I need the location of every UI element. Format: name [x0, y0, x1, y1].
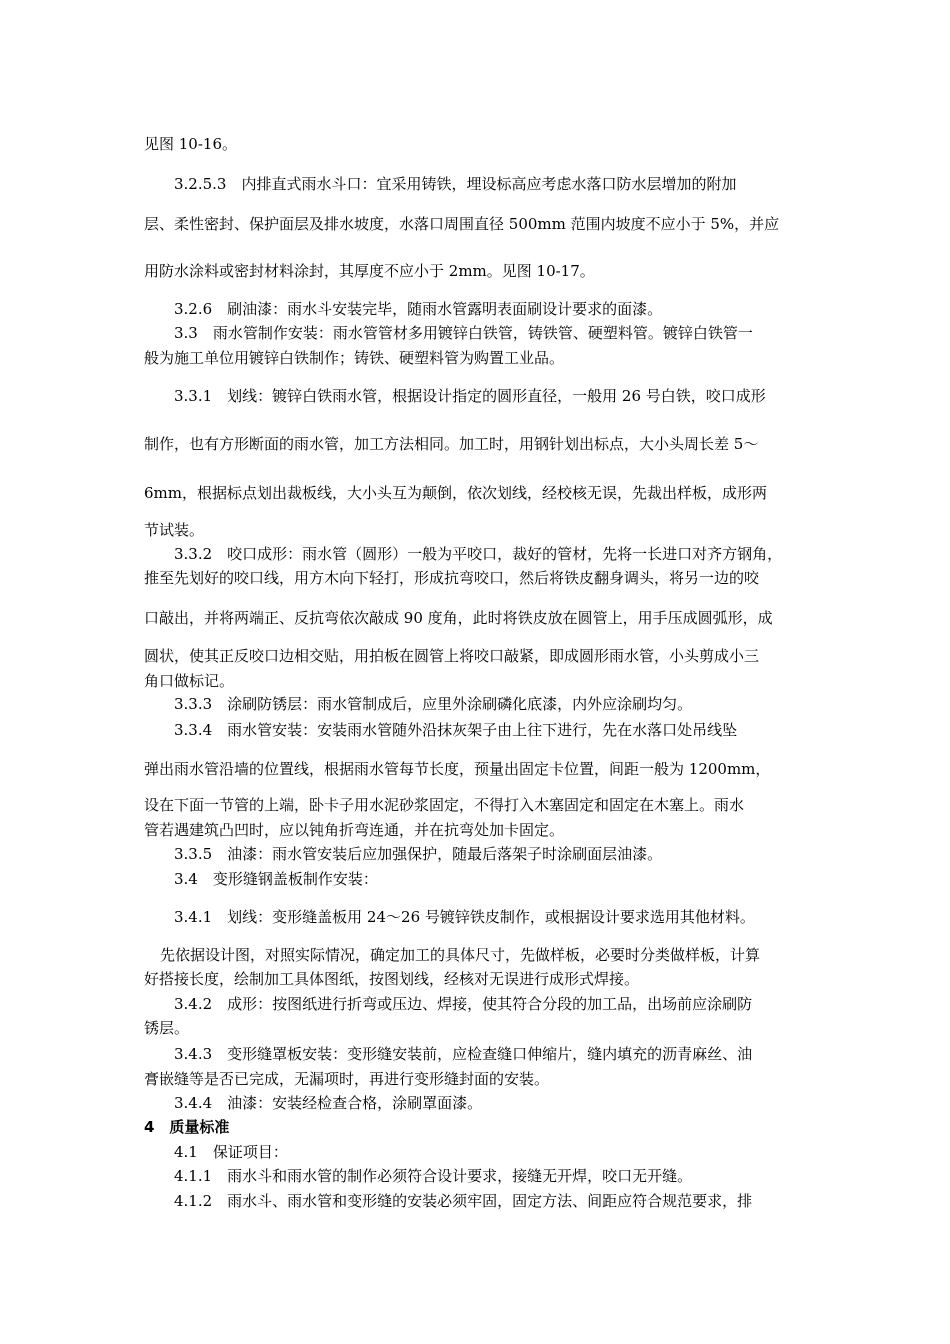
text-line: 6mm，根据标点划出裁板线，大小头互为颠倒，依次划线，经校核无误，先裁出样板，成形两	[144, 484, 767, 502]
text-line: 层、柔性密封、保护面层及排水坡度，水落口周围直径 500mm 范围内坡度不应小于 5%，并应	[144, 215, 780, 233]
text-line: 3.3.2 咬口成形：雨水管（圆形）一般为平咬口，裁好的管材，先将一长进口对齐方钢角，	[174, 545, 783, 563]
text-line: 好搭接长度，绘制加工具体图纸，按图划线，经核对无误进行成形式焊接。	[144, 970, 640, 988]
text-line: 见图 10-16。	[144, 135, 238, 153]
text-line: 圆状，使其正反咬口边相交贴，用拍板在圆管上将咬口敲紧，即成圆形雨水管，小头剪成小三	[144, 647, 760, 665]
text-line: 4.1.1 雨水斗和雨水管的制作必须符合设计要求，接缝无开焊，咬口无开缝。	[174, 1167, 693, 1185]
text-line: 先依据设计图，对照实际情况，确定加工的具体尺寸，先做样板，必要时分类做样板，计算	[160, 946, 761, 964]
text-line: 锈层。	[144, 1019, 190, 1037]
text-line: 节试装。	[144, 521, 205, 539]
text-line: 3.2.6 刷油漆：雨水斗安装完毕，随雨水管露明表面刷设计要求的面漆。	[174, 300, 663, 318]
text-line: 4.1.2 雨水斗、雨水管和变形缝的安装必须牢固，固定方法、间距应符合规范要求，排	[174, 1192, 753, 1210]
text-line: 3.4.4 油漆：安装经检查合格，涂刷罩面漆。	[174, 1094, 483, 1112]
text-line: 弹出雨水管沿墙的位置线，根据雨水管每节长度，预量出固定卡位置，间距一般为 1200mm，	[144, 760, 771, 778]
text-line: 3.3.5 油漆：雨水管安装后应加强保护，随最后落架子时涂刷面层油漆。	[174, 845, 663, 863]
text-line: 设在下面一节管的上端，卧卡子用水泥砂浆固定，不得打入木塞固定和固定在木塞上。雨水	[144, 796, 745, 814]
text-line: 3.4.2 成形：按图纸进行折弯或压边、焊接，使其符合分段的加工品，出场前应涂刷防	[174, 995, 753, 1013]
text-line: 3.2.5.3 内排直式雨水斗口：宜采用铸铁，埋设标高应考虑水落口防水层增加的附加	[174, 175, 737, 193]
text-line: 3.3.4 雨水管安装：安装雨水管随外沿抹灰架子由上往下进行，先在水落口处吊线坠	[174, 721, 738, 739]
text-line: 制作，也有方形断面的雨水管，加工方法相同。加工时，用钢针划出标点，大小头周长差 5～	[144, 435, 759, 453]
text-line: 用防水涂料或密封材料涂封，其厚度不应小于 2mm。见图 10-17。	[144, 262, 595, 280]
text-line: 3.3.3 涂刷防锈层：雨水管制成后，应里外涂刷磷化底漆，内外应涂刷均匀。	[174, 695, 693, 713]
text-line: 般为施工单位用镀锌白铁制作；铸铁、硬塑料管为购置工业品。	[144, 349, 565, 367]
text-line: 管若遇建筑凸凹时，应以钝角折弯连通，并在抗弯处加卡固定。	[144, 821, 565, 839]
text-line: 3.4.3 变形缝罩板安装：变形缝安装前，应检查缝口伸缩片，缝内填充的沥青麻丝、油	[174, 1045, 753, 1063]
text-line: 3.4.1 划线：变形缝盖板用 24～26 号镀锌铁皮制作，或根据设计要求选用其他材料。	[174, 908, 755, 926]
text-line: 推至先划好的咬口线，用方木向下轻打，形成抗弯咬口，然后将铁皮翻身调头，将另一边的咬	[144, 569, 760, 587]
text-line: 3.4 变形缝钢盖板制作安装：	[174, 870, 378, 888]
text-line: 角口做标记。	[144, 672, 235, 690]
text-line: 3.3 雨水管制作安装：雨水管管材多用镀锌白铁管，铸铁管、硬塑料管。镀锌白铁管一	[174, 324, 753, 342]
text-line: 膏嵌缝等是否已完成，无漏项时，再进行变形缝封面的安装。	[144, 1070, 550, 1088]
text-line: 口敲出，并将两端正、反抗弯依次敲成 90 度角，此时将铁皮放在圆管上，用手压成圆弧形，成	[144, 609, 773, 627]
text-line: 3.3.1 划线：镀锌白铁雨水管，根据设计指定的圆形直径，一般用 26 号白铁，咬口成形	[174, 387, 766, 405]
section-heading: 4 质量标准	[144, 1118, 230, 1136]
text-line: 4.1 保证项目：	[174, 1143, 288, 1161]
